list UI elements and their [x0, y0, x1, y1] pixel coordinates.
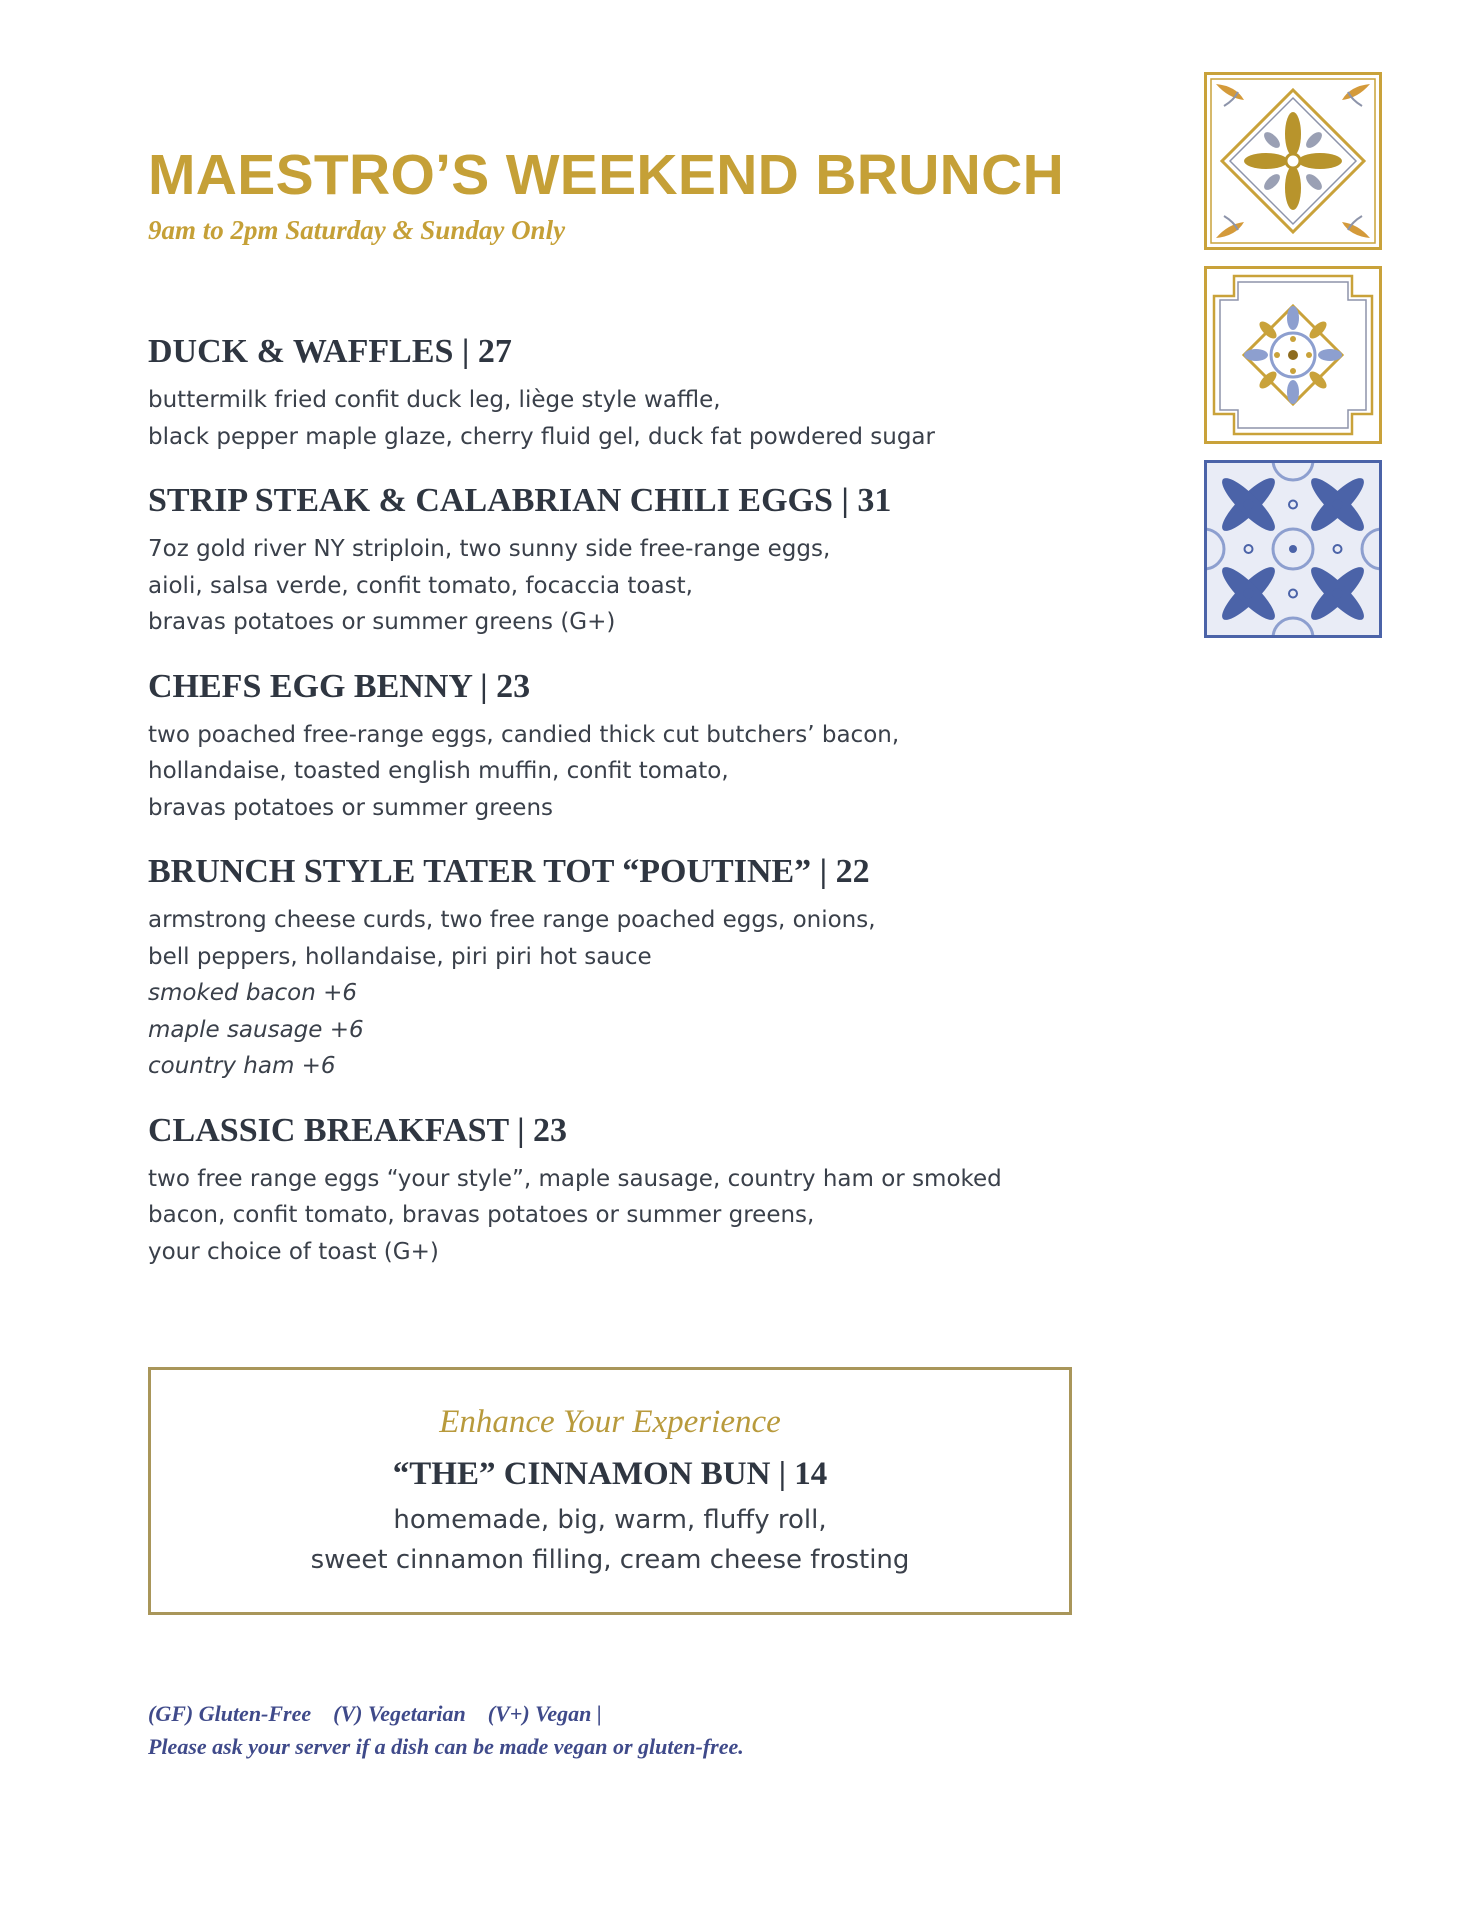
gluten-free-key: (GF) Gluten-Free: [148, 1701, 312, 1726]
menu-item-description: your choice of toast (G+): [148, 1238, 439, 1265]
enhance-item-description: sweet cinnamon filling, cream cheese frosting: [310, 1545, 910, 1575]
enhance-box: [148, 1367, 1072, 1615]
menu-item-description: bacon, confit tomato, bravas potatoes or summer greens,: [148, 1202, 815, 1228]
page-title: MAESTRO’S WEEKEND BRUNCH: [148, 143, 1065, 207]
menu-item-description: two poached free-range eggs, candied thick cut butchers’ bacon,: [148, 721, 900, 748]
menu-item-description: bell peppers, hollandaise, piri piri hot sauce: [148, 943, 652, 970]
dietary-note: Please ask your server if a dish can be made vegan or gluten-free.: [148, 1734, 744, 1759]
menu-list: [148, 332, 1088, 1296]
menu-item-description: hollandaise, toasted english muffin, confit tomato,: [148, 758, 729, 784]
dietary-key-line: [148, 1697, 744, 1730]
dietary-legend: [148, 1697, 744, 1763]
menu-item-title: CLASSIC BREAKFAST | 23: [148, 1111, 568, 1149]
menu-item-description: aioli, salsa verde, confit tomato, focaccia toast,: [148, 572, 693, 599]
menu-item-title: DUCK & WAFFLES | 27: [148, 333, 512, 370]
menu-item-addon: maple sausage +6: [148, 1016, 364, 1043]
menu-item: [148, 481, 1088, 641]
menu-item-title: BRUNCH STYLE TATER TOT “POUTINE” | 22: [148, 853, 870, 890]
page-subtitle: 9am to 2pm Saturday & Sunday Only: [148, 215, 566, 245]
menu-item: [148, 1111, 1088, 1271]
menu-item: [148, 332, 1088, 455]
menu-item-description: black pepper maple glaze, cherry fluid gel, duck fat powdered sugar: [148, 423, 935, 450]
menu-item-addon: country ham +6: [148, 1053, 336, 1079]
menu-item-description: buttermilk fried confit duck leg, liège style waffle,: [148, 387, 721, 413]
menu-item-title: STRIP STEAK & CALABRIAN CHILI EGGS | 31: [148, 482, 892, 519]
menu-item: [148, 667, 1088, 827]
gold-floral-tile-icon: [1204, 72, 1382, 250]
vegan-key: (V+) Vegan |: [487, 1701, 602, 1726]
menu-item-description: two free range eggs “your style”, maple sausage, country ham or smoked: [148, 1165, 1002, 1192]
menu-item-description: bravas potatoes or summer greens (G+): [148, 609, 616, 635]
decorative-tiles: [1204, 72, 1382, 654]
menu-item-description: 7oz gold river NY striploin, two sunny side free-range eggs,: [148, 536, 831, 562]
menu-item-title: CHEFS EGG BENNY | 23: [148, 667, 531, 705]
blue-lattice-tile-icon: [1204, 460, 1382, 638]
enhance-heading: Enhance Your Experience: [439, 1404, 781, 1440]
vegetarian-key: (V) Vegetarian: [333, 1701, 466, 1726]
enhance-item-title: “THE” CINNAMON BUN | 14: [392, 1456, 828, 1492]
gold-blue-medallion-tile-icon: [1204, 266, 1382, 444]
menu-item-addon: smoked bacon +6: [148, 980, 358, 1006]
enhance-item-description: homemade, big, warm, fluffy roll,: [393, 1505, 827, 1535]
menu-item-description: bravas potatoes or summer greens: [148, 794, 554, 821]
menu-item: [148, 852, 1088, 1085]
menu-item-description: armstrong cheese curds, two free range poached eggs, onions,: [148, 907, 876, 933]
